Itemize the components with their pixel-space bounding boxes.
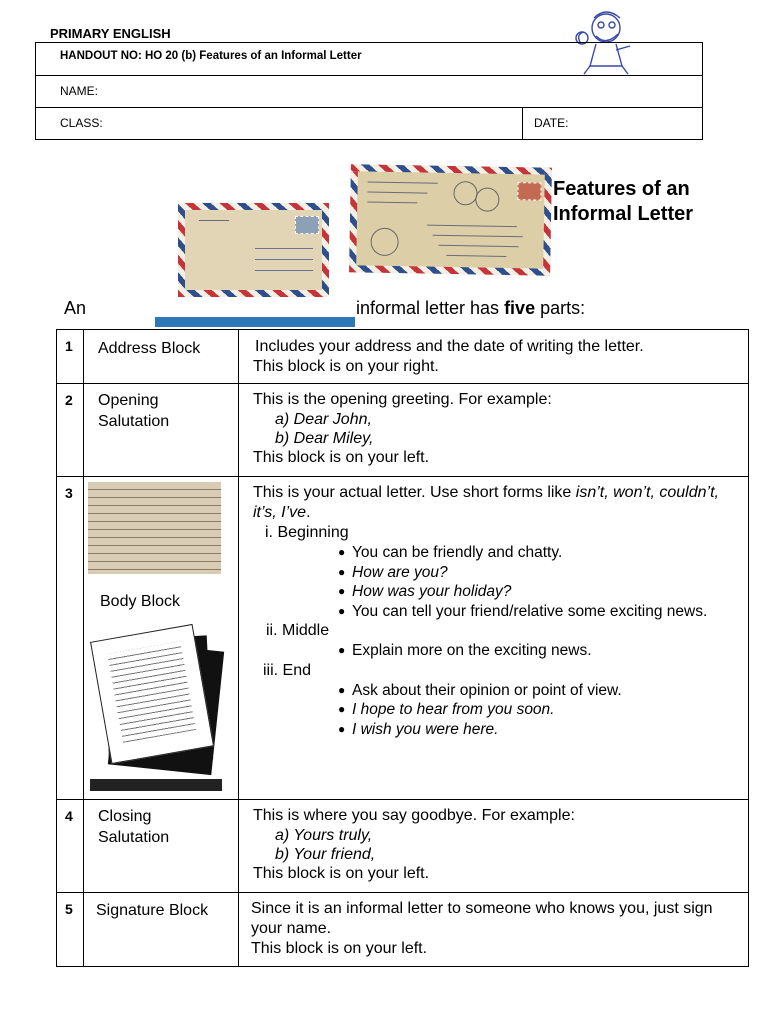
scrawl: [367, 202, 417, 204]
list-item: ● I hope to hear from you soon.: [338, 700, 728, 720]
table-row: [57, 330, 749, 384]
part-number: 1: [65, 338, 73, 354]
description-text: This is your actual letter. Use short forms like: [253, 484, 576, 501]
example-line: a) Dear John,: [275, 411, 372, 428]
scrawl: [439, 245, 519, 247]
part-number: 5: [65, 901, 73, 917]
part-number-cell: [57, 477, 84, 800]
scrawl: [433, 235, 523, 238]
class-date-row: [36, 108, 702, 139]
description-text: .: [306, 504, 311, 521]
handout-title: HANDOUT NO: HO 20 (b) Features of an Informal Letter: [60, 50, 362, 62]
list-item: ● How was your holiday?: [338, 582, 728, 602]
part-name-line: Opening: [98, 392, 159, 409]
description-line: This is the opening greeting. For example:: [253, 391, 552, 408]
part-name-cell: [84, 330, 239, 384]
intro-word-an: An: [64, 298, 87, 318]
name-row[interactable]: [36, 76, 702, 108]
scrawl: [446, 255, 506, 257]
description-line: This block is on your left.: [253, 865, 430, 882]
description-line: This block is on your left.: [253, 449, 430, 466]
part-name: Address Block: [98, 340, 201, 357]
part-name: Body Block: [100, 593, 181, 610]
part-name: Signature Block: [96, 902, 209, 919]
description-line: This block is on your right.: [253, 358, 439, 375]
section-label-beginning: i. Beginning: [265, 524, 349, 541]
handout-info-box: [35, 42, 703, 140]
page-title: [553, 177, 693, 227]
example-line: a) Yours truly,: [275, 827, 373, 844]
letter-sheet: [90, 624, 214, 764]
table-row: [57, 800, 749, 893]
address-lines: [255, 248, 313, 281]
intro-text-end: parts:: [535, 298, 586, 318]
part-description-cell: [239, 800, 749, 893]
part-description-cell: [239, 893, 749, 967]
postmark-icon: [475, 187, 499, 211]
description-line: Includes your address and the date of writing the letter.: [255, 338, 644, 355]
image-credit-bar: [90, 779, 222, 791]
part-number: 4: [65, 808, 73, 824]
part-description-cell: [239, 477, 749, 800]
beginning-list: [253, 543, 728, 621]
intro-sentence: [356, 298, 585, 319]
vintage-envelope-image: [349, 164, 552, 275]
part-number-cell: [57, 384, 84, 477]
handout-row: [36, 43, 702, 76]
list-item: ● You can tell your friend/relative some exciting news.: [338, 602, 728, 622]
part-number-cell: [57, 893, 84, 967]
list-item: ● I wish you were here.: [338, 720, 728, 740]
stamp-icon: [295, 216, 319, 234]
part-description-cell: [239, 330, 749, 384]
stamp-icon: [517, 182, 541, 200]
intro-text: informal letter has: [356, 298, 505, 318]
part-name-line: Salutation: [98, 413, 170, 430]
part-number: 2: [65, 392, 73, 408]
image-credit-banner: [155, 317, 355, 327]
example-line: b) Dear Miley,: [275, 430, 374, 447]
description-line: [253, 483, 728, 523]
part-number-cell: [57, 800, 84, 893]
table-row: [57, 384, 749, 477]
postmark-icon: [370, 228, 398, 256]
short-forms-examples: isn’t, won’t, couldn’t, it’s, I’ve: [253, 484, 719, 521]
section-label-end: iii. End: [263, 661, 312, 679]
description-line: This block is on your left.: [251, 940, 428, 957]
part-name: [84, 800, 238, 848]
part-description-cell: [239, 384, 749, 477]
middle-list: [253, 641, 728, 661]
postmark-icon: [453, 181, 477, 205]
part-number: 3: [65, 485, 73, 501]
scrawl: [367, 192, 427, 194]
list-item: ● You can be friendly and chatty.: [338, 543, 728, 563]
class-label: CLASS:: [60, 116, 103, 130]
title-line-2: Informal Letter: [553, 203, 694, 225]
section-label-middle: ii. Middle: [266, 622, 330, 639]
description-line: Since it is an informal letter to someone who knows you, just sign your name.: [251, 900, 713, 937]
example-line: b) Your friend,: [275, 846, 376, 863]
handwriting-lines: [107, 641, 196, 742]
description-line: This is where you say goodbye. For example:: [253, 807, 575, 824]
intro-bold-word: five: [504, 298, 536, 318]
end-list: [253, 681, 728, 740]
list-item: ● Explain more on the exciting news.: [338, 641, 728, 661]
part-name: [84, 384, 238, 432]
part-name-line: Closing: [98, 808, 152, 825]
airmail-envelope-image: [178, 203, 329, 297]
name-label: NAME:: [60, 84, 99, 98]
table-row: [57, 893, 749, 967]
column-divider: [522, 108, 523, 139]
part-name-cell: [84, 800, 239, 893]
part-name-cell: [84, 893, 239, 967]
title-line-1: Features of an: [553, 178, 690, 200]
list-item: ● How are you?: [338, 563, 728, 583]
part-number-cell: [57, 330, 84, 384]
list-item: ● Ask about their opinion or point of view.: [338, 681, 728, 701]
handwritten-letter-image: [88, 482, 221, 574]
scrawl: [199, 220, 229, 221]
date-label: DATE:: [534, 116, 569, 130]
part-name-line: Salutation: [98, 829, 170, 846]
scrawl: [427, 225, 517, 228]
subject-heading: PRIMARY ENGLISH: [50, 26, 171, 41]
letter-pages-image: [96, 628, 220, 778]
scrawl: [368, 182, 438, 184]
part-name-cell: [84, 384, 239, 477]
